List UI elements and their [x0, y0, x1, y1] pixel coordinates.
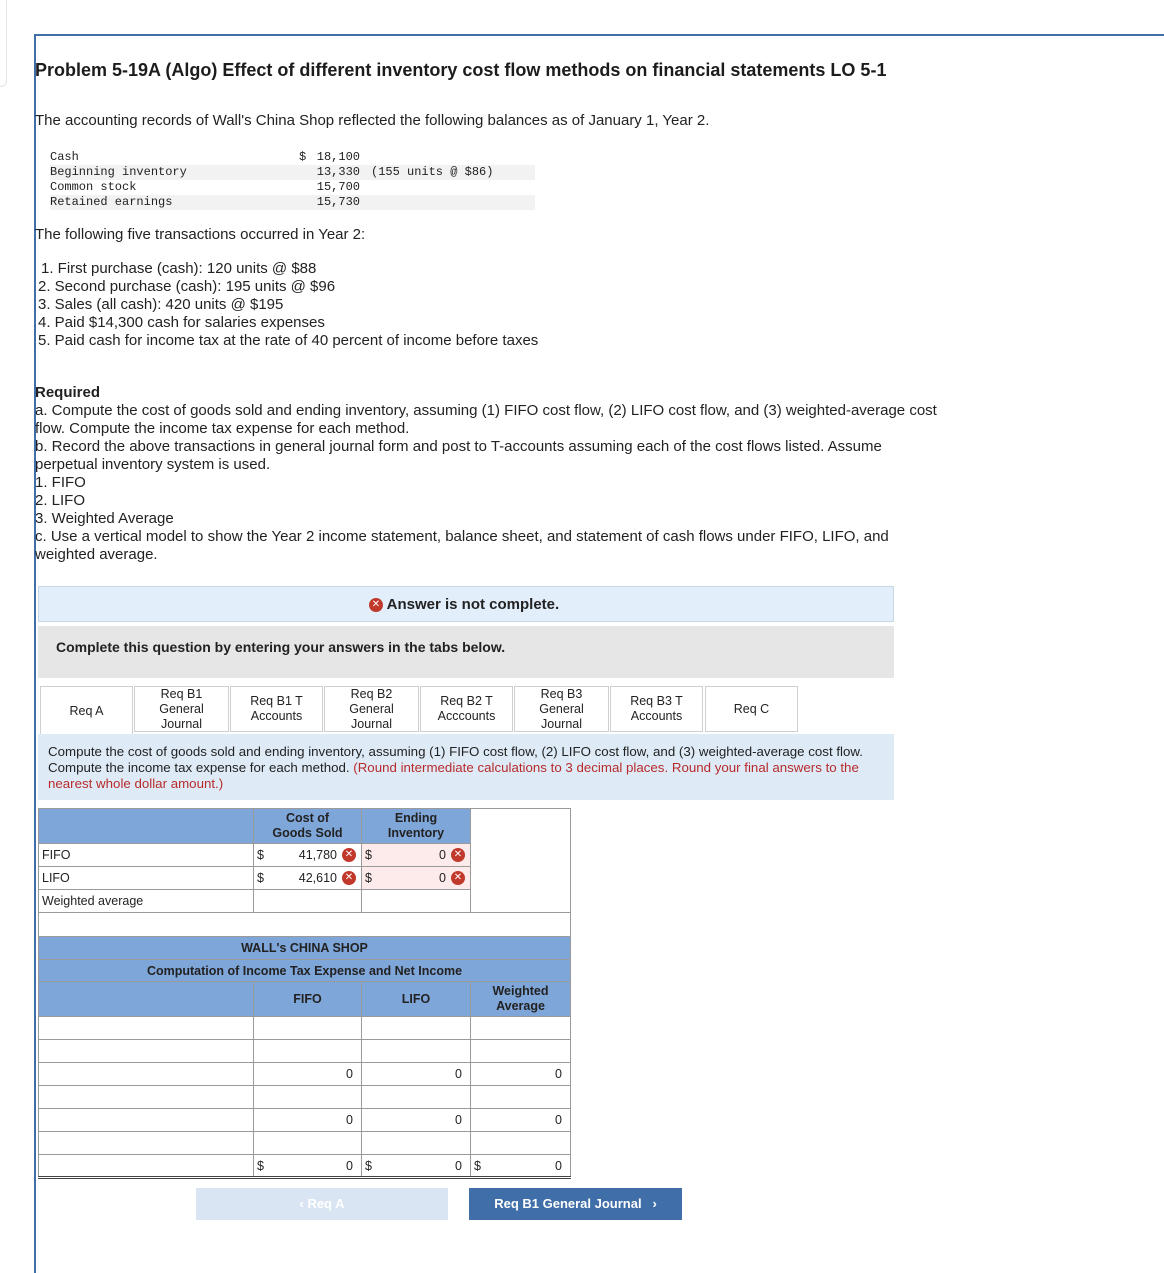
corner-tab: [0, 0, 7, 87]
fifo-total-value: 0: [346, 1159, 353, 1173]
row-label-input[interactable]: [39, 1155, 254, 1178]
instructions-rounding: (Round intermediate calculations to 3 decimal places. Round your final answers to the nearest whole dollar amount.): [48, 760, 859, 791]
frame-top-border: [34, 34, 1164, 36]
lifo-input[interactable]: [362, 1040, 471, 1063]
error-x-icon: ✕: [451, 848, 465, 862]
balance-row-retained-earnings: [50, 195, 535, 210]
tab-req-c[interactable]: [705, 686, 798, 732]
transaction-item: 3. Sales (all cash): 420 units @ $195: [38, 296, 284, 313]
balance-dollar: $: [299, 150, 307, 164]
fifo-input[interactable]: [254, 1086, 362, 1109]
balance-value: 15,700: [316, 180, 360, 194]
header-line: Cost of: [285, 811, 330, 825]
required-b-line2: perpetual inventory system is used.: [35, 456, 271, 473]
fifo-subtotal: [254, 1063, 362, 1086]
dollar-sign: $: [257, 871, 264, 885]
transaction-item: 4. Paid $14,300 cash for salaries expenses: [38, 314, 325, 331]
lifo-input[interactable]: [362, 1086, 471, 1109]
tab-label: Req B3: [540, 686, 583, 701]
next-button[interactable]: [469, 1188, 682, 1220]
tab-label: Req B1: [160, 686, 203, 701]
cogs-ending-inventory-table: [38, 808, 571, 913]
header-line: Inventory: [387, 826, 445, 840]
tab-label: Req B3 T: [630, 694, 683, 708]
balance-value: 13,330: [316, 165, 360, 179]
row-label-lifo: LIFO: [39, 867, 254, 890]
table-header-blank: [39, 809, 254, 844]
tab-label: Req B2 T: [440, 694, 493, 708]
prev-button[interactable]: [196, 1188, 448, 1220]
tab-req-b3-general-journal[interactable]: [514, 686, 609, 732]
header-line: Weighted: [492, 984, 549, 998]
lifo-total-value: 0: [455, 1159, 462, 1173]
weighted-total: [471, 1155, 571, 1178]
table-row: [39, 1017, 571, 1040]
required-c-line1: c. Use a vertical model to show the Year 2 income statement, balance sheet, and statement of cash flows under FIFO, LIFO, and: [35, 528, 889, 545]
lifo-total: [362, 1155, 471, 1178]
chevron-right-icon: ›: [645, 1196, 657, 1211]
row-label-fifo: FIFO: [39, 844, 254, 867]
spacer-row: [39, 913, 571, 937]
weighted-input[interactable]: [471, 1086, 571, 1109]
tab-label: Req B2: [350, 686, 393, 701]
tab-label: Accounts: [250, 709, 303, 723]
fifo-ending-value: 0: [439, 848, 446, 862]
row-label-weighted-average: Weighted average: [39, 890, 254, 913]
error-x-icon: ✕: [342, 871, 356, 885]
lifo-cogs-input[interactable]: [254, 867, 362, 890]
tab-label: Journal: [351, 716, 392, 731]
lifo-subtotal-value: 0: [455, 1067, 462, 1081]
income-tax-table: [38, 912, 571, 1179]
required-item-lifo: 2. LIFO: [35, 492, 86, 509]
tab-req-b1-general-journal[interactable]: [134, 686, 229, 732]
dollar-sign: $: [257, 848, 264, 862]
table-row: [39, 1132, 571, 1155]
tab-req-a[interactable]: [40, 686, 133, 735]
header-lifo: LIFO: [362, 982, 471, 1017]
tab-req-b2-general-journal[interactable]: [324, 686, 419, 732]
weighted-subtotal-value: 0: [555, 1113, 562, 1127]
tab-label: Req B1 T: [250, 694, 303, 708]
row-label-input[interactable]: [39, 1086, 254, 1109]
fifo-input[interactable]: [254, 1017, 362, 1040]
tab-req-b2-t-accounts[interactable]: [420, 686, 513, 732]
table-row: [39, 1063, 571, 1086]
intro-text: The accounting records of Wall's China Shop reflected the following balances as of January 1, Year 2.: [35, 112, 710, 129]
fifo-total: [254, 1155, 362, 1178]
weighted-subtotal-value: 0: [555, 1067, 562, 1081]
lifo-input[interactable]: [362, 1132, 471, 1155]
transactions-intro: The following five transactions occurred in Year 2:: [35, 226, 366, 243]
problem-title: Problem 5-19A (Algo) Effect of different inventory cost flow methods on financial statements LO 5-1: [35, 60, 887, 80]
balance-row-cash: [50, 150, 535, 165]
required-a-line1: a. Compute the cost of goods sold and ending inventory, assuming (1) FIFO cost flow, (2) LIFO cost flow, and (3) weighted-average cost: [35, 402, 937, 419]
tab-label: General: [539, 701, 584, 716]
answer-status-text: [369, 596, 559, 613]
fifo-ending-inventory-input[interactable]: [362, 844, 471, 867]
tab-label: General: [349, 701, 394, 716]
company-name: WALL's CHINA SHOP: [39, 937, 571, 960]
lifo-subtotal: [362, 1109, 471, 1132]
dollar-sign: $: [257, 1159, 264, 1173]
row-label-input[interactable]: [39, 1132, 254, 1155]
balance-label: Beginning inventory: [50, 165, 187, 179]
required-item-weighted: 3. Weighted Average: [35, 510, 174, 527]
dollar-sign: $: [365, 871, 372, 885]
tab-label: Journal: [541, 716, 582, 731]
lifo-ending-inventory-input[interactable]: [362, 867, 471, 890]
weighted-cogs-input[interactable]: [254, 890, 362, 913]
weighted-subtotal: [471, 1109, 571, 1132]
balance-label: Cash: [50, 150, 79, 164]
lifo-subtotal-value: 0: [455, 1113, 462, 1127]
row-label-input[interactable]: [39, 1040, 254, 1063]
tax-table-title: Computation of Income Tax Expense and Net Income: [39, 960, 571, 982]
header-weighted-average: [471, 982, 571, 1017]
tab-label: Req A: [69, 703, 104, 718]
balance-value: 18,100: [316, 150, 360, 164]
fifo-input[interactable]: [254, 1040, 362, 1063]
fifo-subtotal-value: 0: [346, 1113, 353, 1127]
dollar-sign: $: [365, 1159, 372, 1173]
fifo-cogs-input[interactable]: [254, 844, 362, 867]
instructions-main: Compute the cost of goods sold and ending inventory, assuming (1) FIFO cost flow, (2) LIFO cost flow, and (3) weighted-average cost flow. Compute the income tax expense for each method.: [48, 744, 863, 775]
lifo-subtotal: [362, 1063, 471, 1086]
balance-note: (155 units @ $86): [371, 165, 494, 179]
dollar-sign: $: [365, 848, 372, 862]
frame-left-border: [34, 34, 36, 1273]
weighted-input[interactable]: [471, 1132, 571, 1155]
next-button-label: Req B1 General Journal: [494, 1196, 642, 1211]
table-header-blank: [39, 982, 254, 1017]
balance-label: Common stock: [50, 180, 137, 194]
chevron-left-icon: ‹: [299, 1196, 304, 1211]
weighted-input[interactable]: [471, 1017, 571, 1040]
weighted-total-value: 0: [555, 1159, 562, 1173]
balance-value: 15,730: [316, 195, 360, 209]
panel-text: Complete this question by entering your answers in the tabs below.: [56, 639, 506, 655]
tab-req-b3-t-accounts[interactable]: [610, 686, 703, 732]
prev-button-label: Req A: [307, 1196, 345, 1211]
fifo-input[interactable]: [254, 1132, 362, 1155]
lifo-cogs-value: 42,610: [298, 871, 337, 885]
table-side-blank: [471, 809, 571, 913]
header-line: Goods Sold: [272, 826, 343, 840]
tab-label: General: [159, 701, 204, 716]
header-cost-of-goods-sold: [254, 809, 362, 844]
header-ending-inventory: [362, 809, 471, 844]
table-row: [39, 1109, 571, 1132]
balance-row-common-stock: [50, 180, 535, 195]
error-x-icon: ✕: [369, 598, 383, 612]
transaction-item: 2. Second purchase (cash): 195 units @ $96: [38, 278, 336, 295]
error-x-icon: ✕: [342, 848, 356, 862]
weighted-subtotal: [471, 1063, 571, 1086]
tab-label: Acccounts: [437, 709, 496, 723]
fifo-subtotal: [254, 1109, 362, 1132]
fifo-subtotal-value: 0: [346, 1067, 353, 1081]
header-line: Average: [496, 999, 545, 1013]
lifo-ending-value: 0: [439, 871, 446, 885]
tab-req-b1-t-accounts[interactable]: [230, 686, 323, 732]
balance-label: Retained earnings: [50, 195, 173, 209]
row-label-input[interactable]: [39, 1017, 254, 1040]
required-a-line2: flow. Compute the income tax expense for each method.: [35, 420, 410, 437]
transaction-item: 5. Paid cash for income tax at the rate of 40 percent of income before taxes: [38, 332, 539, 349]
row-label-input[interactable]: [39, 1109, 254, 1132]
dollar-sign: $: [474, 1159, 481, 1173]
table-row: [39, 1086, 571, 1109]
tab-label: Journal: [161, 716, 202, 731]
tab-label: Accounts: [630, 709, 683, 723]
required-item-fifo: 1. FIFO: [35, 474, 86, 491]
required-c-line2: weighted average.: [35, 546, 158, 563]
header-line: Ending: [394, 811, 438, 825]
question-instructions: [48, 744, 878, 792]
fifo-cogs-value: 41,780: [298, 848, 337, 862]
required-b-line1: b. Record the above transactions in general journal form and post to T-accounts assuming each of the cost flows listed. Assume: [35, 438, 882, 455]
table-row-total: [39, 1155, 571, 1178]
error-x-icon: ✕: [451, 871, 465, 885]
tab-label: Req C: [733, 701, 770, 716]
weighted-input[interactable]: [471, 1040, 571, 1063]
lifo-input[interactable]: [362, 1017, 471, 1040]
answer-status-label: Answer is not complete.: [386, 596, 560, 613]
weighted-ending-inventory-input[interactable]: [362, 890, 471, 913]
row-label-input[interactable]: [39, 1063, 254, 1086]
table-row: [39, 1040, 571, 1063]
balance-row-inventory: [50, 165, 535, 180]
transaction-item: 1. First purchase (cash): 120 units @ $88: [41, 260, 317, 277]
required-heading: Required: [35, 384, 101, 401]
header-fifo: FIFO: [254, 982, 362, 1017]
